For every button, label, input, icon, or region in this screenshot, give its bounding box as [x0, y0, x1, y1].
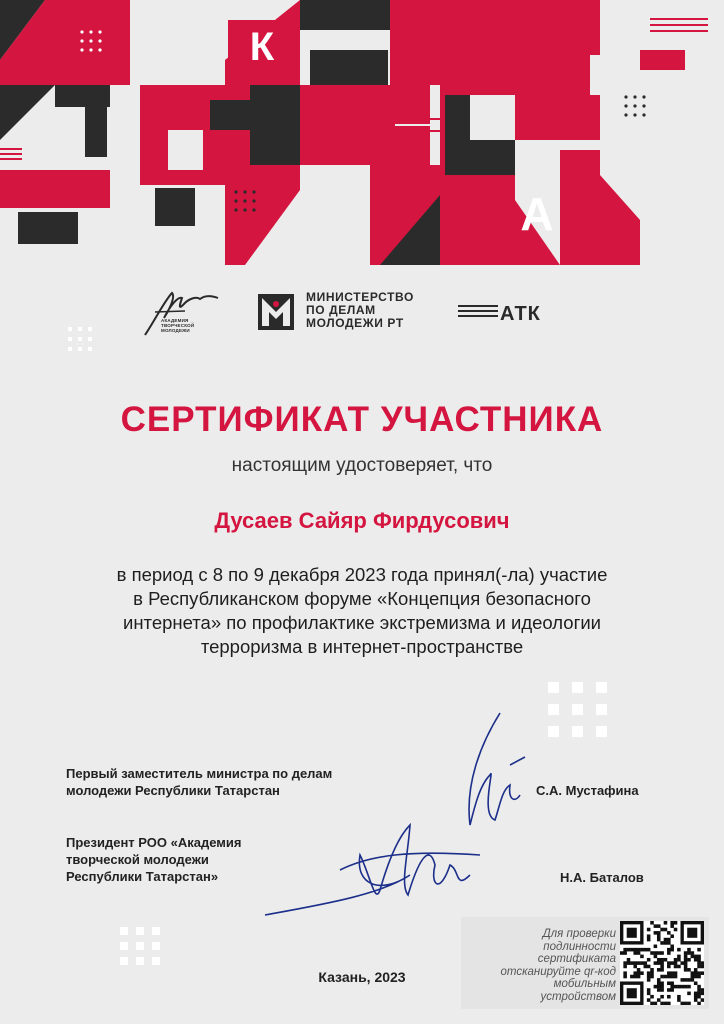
description-line-1: в период с 8 по 9 декабря 2023 года принял(-ла) участие	[116, 564, 608, 585]
certificate-title: СЕРТИФИКАТ УЧАСТНИКА	[120, 400, 604, 439]
decorative-dots-bottom	[118, 925, 164, 967]
description-line-3: интернета» по профилактике экстремизма и идеологии	[123, 612, 601, 633]
certificate-subtitle: настоящим удостоверяет, что	[231, 455, 493, 476]
signatory-2-name: Н.А. Баталов	[560, 870, 644, 885]
verification-line-3: сертификата	[537, 953, 616, 965]
atk-logo	[458, 303, 541, 325]
ministry-line-2: ПО ДЕЛАМ	[306, 303, 376, 317]
signatory-1-name: С.А. Мустафина	[536, 783, 639, 798]
geometric-banner	[0, 0, 724, 265]
verification-line-2: подлинности	[543, 940, 616, 953]
banner-letter-k: К	[249, 25, 275, 69]
signatory-1-role-line-2: молодежи Республики Татарстан	[66, 783, 280, 798]
decorative-dots-right	[546, 680, 616, 740]
banner-letter-a: А	[520, 188, 554, 240]
description-line-4: терроризма в интернет-пространстве	[200, 636, 524, 657]
ministry-line-3: МОЛОДЕЖИ РТ	[306, 316, 404, 330]
signature-batalov	[260, 815, 490, 925]
signatory-1-role-line-1: Первый заместитель министра по делам	[66, 766, 333, 781]
signatory-2-role-line-3: Республики Татарстан»	[66, 869, 219, 884]
verification-line-5: мобильным	[553, 978, 616, 990]
signatory-2-role-line-2: творческой молодежи	[66, 852, 209, 867]
atk-logo-text: АТК	[500, 303, 541, 325]
ministry-line-1: МИНИСТЕРСТВО	[306, 290, 414, 304]
description-line-2: в Республиканском форуме «Концепция безопасного	[133, 588, 591, 609]
ministry-logo-text	[306, 291, 414, 330]
verification-text	[478, 928, 616, 1003]
academy-logo-caption: АКАДЕМИЯ ТВОРЧЕСКОЙ МОЛОДЕЖИ	[161, 318, 195, 333]
verification-line-1: Для проверки	[542, 928, 616, 940]
qr-code[interactable]	[620, 921, 704, 1005]
ministry-logo-icon	[258, 294, 294, 330]
certificate-description	[40, 563, 684, 659]
verification-line-4: отсканируйте qr-код	[500, 965, 616, 978]
signatory-2-role-line-1: Президент РОО «Академия	[66, 835, 242, 850]
verification-line-6: устройством	[540, 990, 616, 1003]
signatory-2-role	[66, 834, 241, 885]
city-year: Казань, 2023	[318, 969, 406, 985]
recipient-name: Дусаев Сайяр Фирдусович	[214, 508, 510, 533]
decorative-dots-left	[66, 325, 96, 355]
signatory-1-role	[66, 765, 332, 799]
